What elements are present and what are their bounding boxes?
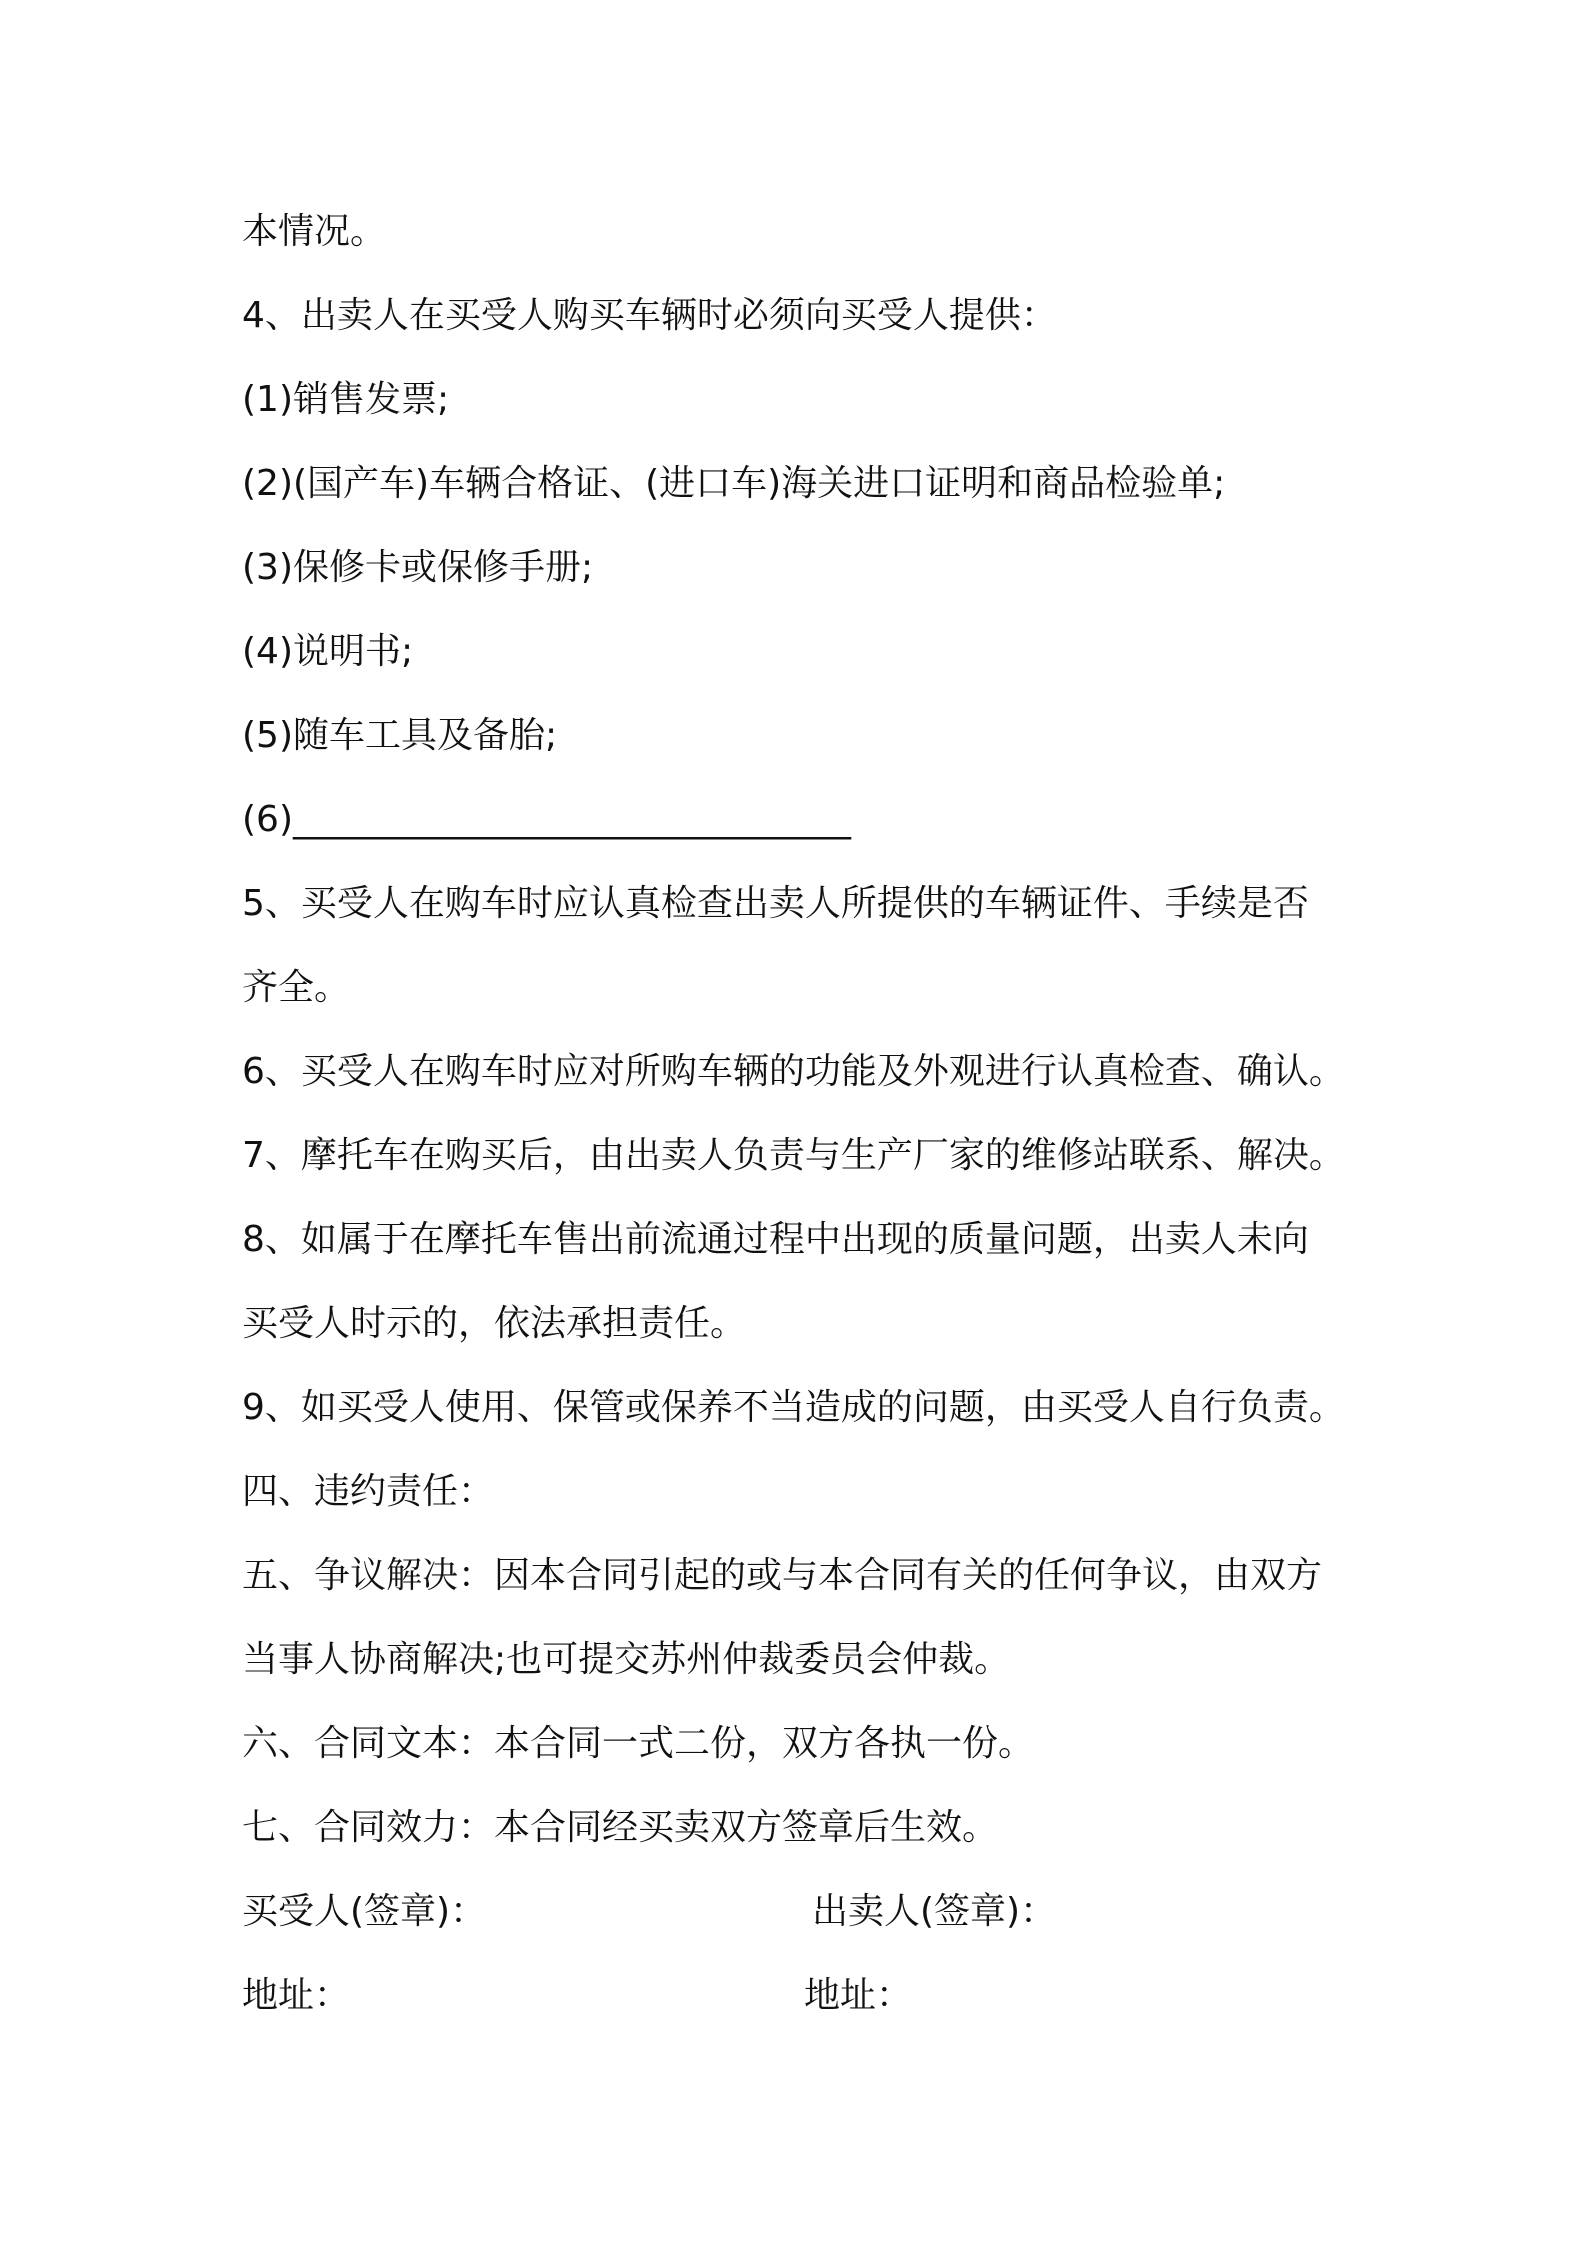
document-body <box>242 190 1372 2038</box>
paragraph-line: 六、合同文本：本合同一式二份，双方各执一份。 <box>242 1723 1035 1764</box>
address-row <box>242 1954 1372 2038</box>
list-item: (3)保修卡或保修手册; <box>242 547 594 588</box>
list-item: (1)销售发票; <box>242 379 450 420</box>
paragraph-line: 7、摩托车在购买后，由出卖人负责与生产厂家的维修站联系、解决。 <box>242 1135 1345 1176</box>
list-item: (2)(国产车)车辆合格证、(进口车)海关进口证明和商品检验单; <box>242 463 1226 504</box>
paragraph-line: 五、争议解决：因本合同引起的或与本合同有关的任何争议，由双方 <box>242 1555 1323 1596</box>
buyer-address-label: 地址： <box>242 1975 351 2016</box>
paragraph-line: 当事人协商解决;也可提交苏州仲裁委员会仲裁。 <box>242 1639 1011 1680</box>
paragraph-line: 七、合同效力：本合同经买卖双方签章后生效。 <box>242 1807 999 1848</box>
seller-address-label: 地址： <box>804 1975 913 2016</box>
list-item: (5)随车工具及备胎; <box>242 715 558 756</box>
list-item-blank: (6)_______________________________ <box>242 799 851 840</box>
section-heading: 四、违约责任： <box>242 1471 495 1512</box>
paragraph-line: 4、出卖人在买受人购买车辆时必须向买受人提供： <box>242 295 1057 336</box>
buyer-signature-label: 买受人(签章)： <box>242 1891 487 1932</box>
paragraph-line: 本情况。 <box>242 211 387 252</box>
paragraph-line: 齐全。 <box>242 967 351 1008</box>
paragraph-line: 5、买受人在购车时应认真检查出卖人所提供的车辆证件、手续是否 <box>242 883 1309 924</box>
paragraph-line: 买受人时示的，依法承担责任。 <box>242 1303 747 1344</box>
paragraph-line: 9、如买受人使用、保管或保养不当造成的问题，由买受人自行负责。 <box>242 1387 1345 1428</box>
paragraph-line: 6、买受人在购车时应对所购车辆的功能及外观进行认真检查、确认。 <box>242 1051 1345 1092</box>
paragraph-line: 8、如属于在摩托车售出前流通过程中出现的质量问题，出卖人未向 <box>242 1219 1309 1260</box>
signature-row <box>242 1870 1372 1954</box>
seller-signature-label: 出卖人(签章)： <box>812 1891 1057 1932</box>
list-item: (4)说明书; <box>242 631 414 672</box>
